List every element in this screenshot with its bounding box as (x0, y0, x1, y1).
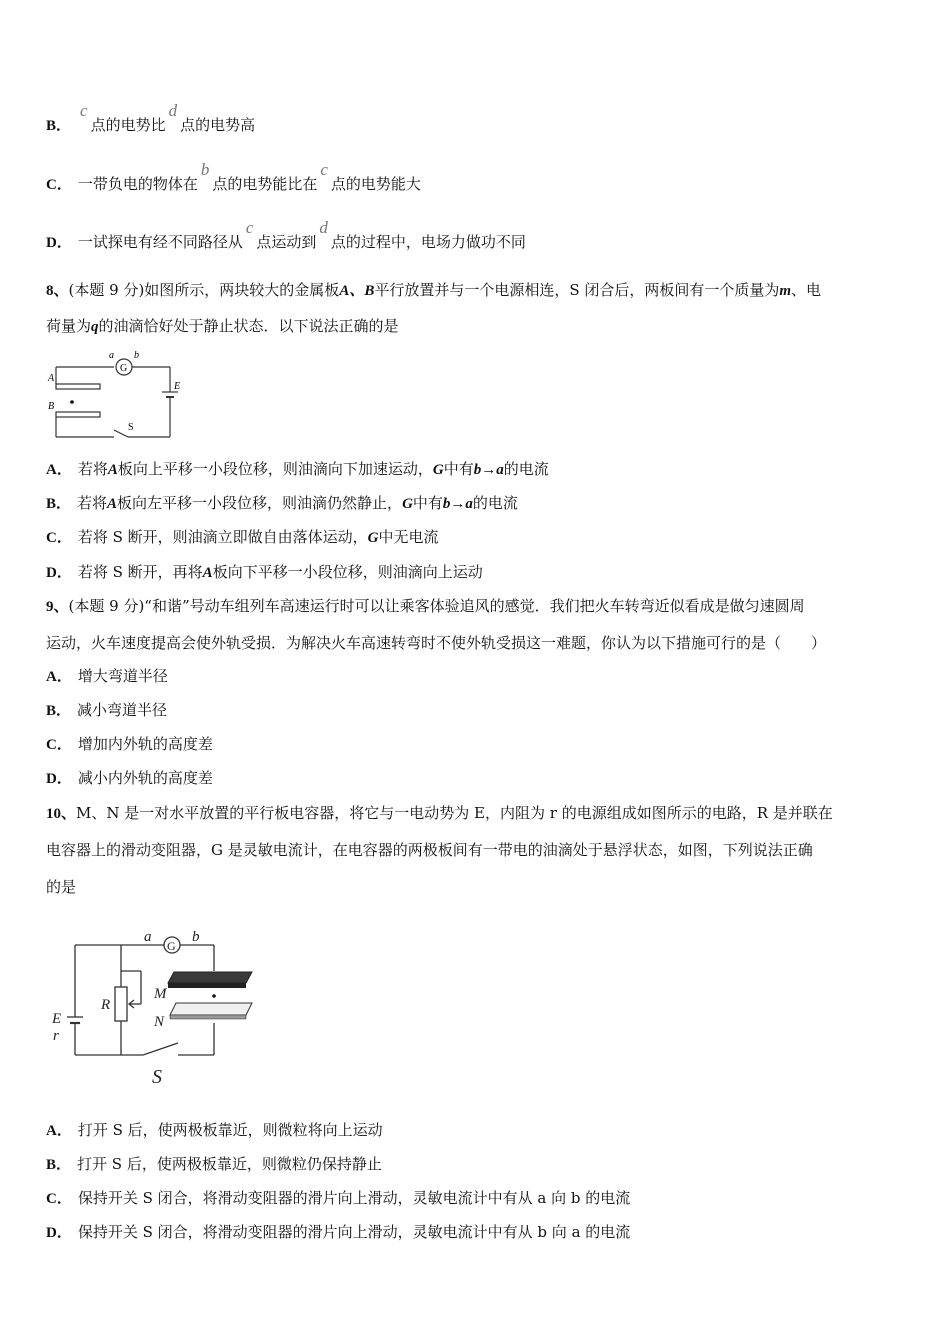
point-symbol: d (168, 101, 178, 120)
option-label: B． (46, 703, 72, 719)
option-text: 中无电流 (378, 528, 439, 546)
q10-stem-line2 (46, 840, 813, 860)
q10-stem-line1 (46, 803, 833, 824)
q10-option-d[interactable] (46, 1222, 630, 1243)
charge-symbol: q (91, 319, 99, 335)
option-label: D． (46, 1225, 72, 1241)
option-label: C． (46, 177, 72, 193)
option-label: A． (46, 462, 72, 478)
variable: A (107, 496, 118, 512)
label-m: M (154, 986, 167, 1002)
variable: A (107, 462, 118, 478)
point-symbol: c (80, 101, 88, 120)
option-label: D． (46, 235, 72, 251)
option-label: B． (46, 1157, 72, 1173)
switch-blade (143, 1043, 178, 1055)
label-b: b (192, 929, 200, 945)
q9-option-c[interactable] (46, 734, 213, 755)
stem-text: 运动，火车速度提高会使外轨受损．为解决火车高速转弯时不使外轨受损这一难题，你认为以下措施可行的是（ ） (46, 634, 827, 652)
option-text: 中有 (443, 460, 474, 478)
label-s: S (128, 422, 134, 433)
option-text: 点的电势比 (90, 116, 166, 134)
option-text: 的电流 (472, 494, 518, 512)
label-a: a (144, 929, 152, 945)
q10-circuit-diagram (46, 925, 261, 1090)
q8-option-a[interactable] (46, 459, 549, 480)
point-symbol: c (245, 218, 254, 237)
option-text: 若将 S 断开，则油滴立即做自由落体运动， (77, 528, 368, 546)
point-symbol: b (200, 160, 210, 179)
option-text: 点运动到 (256, 233, 317, 251)
option-text: 保持开关 S 闭合，将滑动变阻器的滑片向上滑动，灵敏电流计中有从 a 向 b 的电流 (77, 1189, 631, 1207)
option-text: 打开 S 后，使两极板靠近，则微粒将向上运动 (77, 1121, 383, 1139)
option-text: 增加内外轨的高度差 (77, 735, 213, 753)
label-a: a (109, 350, 114, 361)
question-number: 10、 (46, 806, 77, 822)
option-text: 增大弯道半径 (77, 667, 168, 685)
q10-option-c[interactable] (46, 1188, 630, 1209)
option-text: 若将 S 断开，再将 (77, 563, 203, 581)
option-text: 减小弯道半径 (77, 701, 168, 719)
label-e: E (52, 1011, 62, 1027)
label-e: E (174, 381, 181, 392)
plate-b (56, 412, 100, 417)
q10-option-b[interactable] (46, 1154, 382, 1175)
q8-circuit-diagram (46, 346, 186, 442)
plate-m (168, 972, 252, 983)
option-text: 点的电势能大 (330, 175, 421, 193)
label-r-internal: r (53, 1028, 59, 1044)
q9-stem-line2 (46, 633, 826, 653)
label-s: S (152, 1066, 162, 1088)
option-label: A． (46, 1123, 72, 1139)
q9-option-a[interactable] (46, 666, 168, 687)
q9-stem-line1 (46, 596, 805, 617)
label-r-resistor: R (101, 997, 111, 1013)
plate-symbols: A、B (339, 283, 375, 299)
variable: A (202, 565, 213, 581)
rheostat (115, 987, 127, 1021)
option-text: 点的电势高 (180, 116, 256, 134)
switch-blade (114, 430, 128, 437)
option-text: 一试探电有经不同路径从 (77, 233, 243, 251)
point-symbol: d (319, 218, 328, 237)
plate-m-edge (168, 983, 246, 988)
stem-text: (本题 9 分)“和谐”号动车组列车高速运行时可以让乘客体验追风的感觉．我们把火车转弯近似看成是做匀速圆周 (68, 597, 805, 615)
option-text: 点的过程中，电场力做功不同 (330, 233, 526, 251)
q8-option-b[interactable] (46, 493, 518, 514)
option-label: A． (46, 669, 72, 685)
q10-stem-line3 (46, 877, 76, 897)
stem-text: 、电 (791, 281, 822, 299)
variable: G (402, 496, 413, 512)
option-text: 点的电势能比在 (212, 175, 318, 193)
q7-option-b[interactable] (46, 101, 256, 136)
stem-text: (本题 9 分)如图所示，两块较大的金属板 (68, 281, 340, 299)
option-text: 若将 (77, 494, 108, 512)
stem-text: M、N 是一对水平放置的平行板电容器，将它与一电动势为 E，内阻为 r 的电源组成如图所示的电路，R 是并联在 (76, 804, 833, 822)
q8-stem-line1 (46, 280, 821, 301)
q10-option-a[interactable] (46, 1120, 383, 1141)
mass-symbol: m (779, 283, 792, 299)
option-label: C． (46, 530, 72, 546)
option-text: 打开 S 后，使两极板靠近，则微粒仍保持静止 (77, 1155, 382, 1173)
option-text: 减小内外轨的高度差 (77, 769, 213, 787)
point-symbol: c (320, 160, 328, 179)
variable: G (432, 462, 444, 478)
label-g: G (167, 939, 176, 953)
oil-drop (212, 994, 216, 998)
q8-stem-line2 (46, 316, 399, 337)
option-text: 的电流 (503, 460, 549, 478)
stem-text: 的油滴恰好处于静止状态．以下说法正确的是 (98, 317, 399, 335)
q8-option-d[interactable] (46, 562, 483, 583)
q9-option-b[interactable] (46, 700, 167, 721)
stem-text: 的是 (46, 878, 77, 896)
label-plate-b: B (48, 401, 55, 412)
option-text: 保持开关 S 闭合，将滑动变阻器的滑片向上滑动，灵敏电流计中有从 b 向 a 的电流 (77, 1223, 631, 1241)
stem-text: 平行放置并与一个电源相连，S 闭合后，两板间有一个质量为 (374, 281, 780, 299)
option-text: 板向上平移一小段位移，则油滴向下加速运动， (117, 460, 433, 478)
option-label: B． (46, 118, 72, 134)
question-number: 8、 (46, 283, 69, 299)
option-text: 中有 (412, 494, 443, 512)
label-n: N (154, 1014, 165, 1030)
option-text: 一带负电的物体在 (77, 175, 198, 193)
option-label: C． (46, 737, 72, 753)
option-text: 板向左平移一小段位移，则油滴仍然静止， (117, 494, 403, 512)
label-plate-a: A (48, 373, 55, 384)
variable: G (367, 530, 379, 546)
label-b: b (134, 350, 139, 361)
plate-n (170, 1003, 252, 1015)
question-number: 9、 (46, 599, 69, 615)
plate-n-edge (170, 1015, 246, 1019)
current-direction: b→a (442, 496, 473, 512)
option-label: C． (46, 1191, 72, 1207)
q9-option-d[interactable] (46, 768, 213, 789)
stem-text: 荷量为 (46, 317, 92, 335)
q7-option-d[interactable] (46, 218, 526, 253)
q8-option-c[interactable] (46, 527, 439, 548)
option-text: 若将 (77, 460, 108, 478)
q7-option-c[interactable] (46, 160, 421, 195)
option-label: B． (46, 496, 72, 512)
option-label: D． (46, 771, 72, 787)
oil-drop (70, 400, 74, 404)
label-g: G (120, 363, 128, 374)
option-label: D． (46, 565, 72, 581)
stem-text: 电容器上的滑动变阻器，G 是灵敏电流计，在电容器的两极板间有一带电的油滴处于悬浮状态，如图，下列说法正确 (46, 841, 813, 859)
current-direction: b→a (473, 462, 504, 478)
plate-a (56, 384, 100, 389)
option-text: 板向下平移一小段位移，则油滴向上运动 (212, 563, 483, 581)
